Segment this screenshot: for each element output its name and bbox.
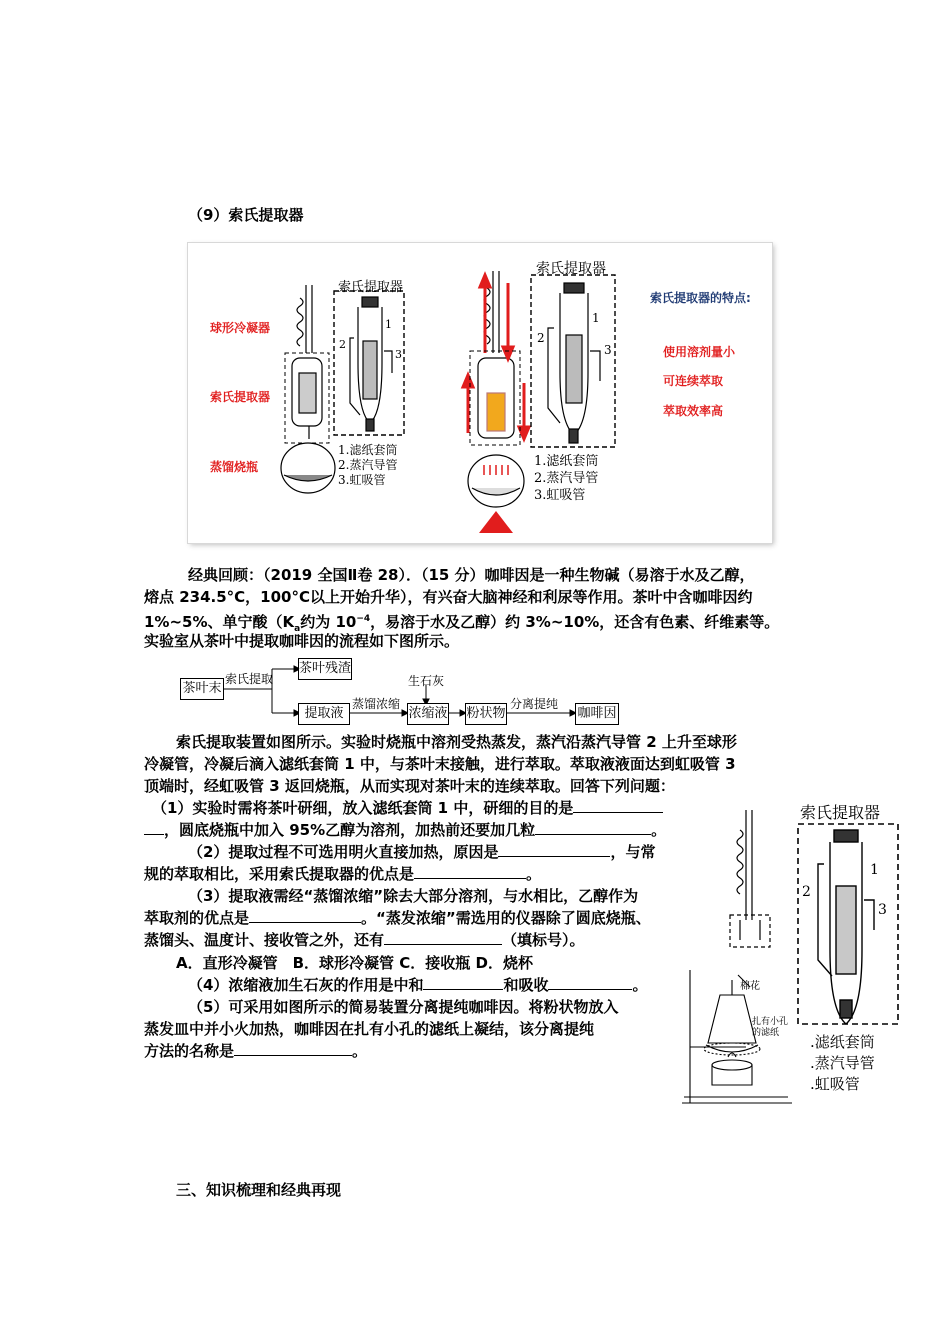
answer-blank[interactable] — [548, 975, 632, 990]
intro-line: 实验室从茶叶中提取咖啡因的流程如下图所示。 — [144, 632, 460, 650]
feature-item: 萃取效率高 — [663, 404, 724, 418]
extractor-small-title: 索氏提取器 — [800, 803, 881, 822]
answer-blank[interactable] — [498, 842, 610, 857]
section-3-heading: 三、知识梳理和经典再现 — [176, 1181, 342, 1199]
extractor-small-parts: .滤纸套筒 .蒸汽导管 .虹吸管 — [810, 1033, 875, 1093]
feature-item: 使用溶剂量小 — [663, 345, 736, 359]
question-3-options: A．直形冷凝管 B．球形冷凝管 C．接收瓶 D．烧杯 — [176, 954, 533, 972]
extractor-small-num-2: 2 — [802, 884, 811, 900]
question-3c: 蒸馏头、温度计、接收管之外，还有 （填标号）。 — [144, 931, 585, 949]
answer-blank[interactable] — [535, 820, 651, 835]
right-num-1: 1 — [592, 311, 600, 325]
section-heading: （9）索氏提取器 — [188, 206, 304, 224]
question-1b: ，圆底烧瓶中加入 95%乙醇为溶剂，加热前还要加几粒 。 — [144, 820, 666, 841]
flow-label-step3: 分离提纯 — [510, 697, 559, 711]
answer-blank[interactable] — [144, 820, 164, 835]
answer-blank[interactable] — [384, 930, 502, 945]
right-num-3: 3 — [604, 343, 612, 357]
flow-box-concentrate: 浓缩液 — [407, 703, 449, 725]
intro-line: 1%~5%、单宁酸（$K_a$约为 $10^{-4}$，易溶于水及乙醇）约 3%~10%，还含有色素、纤维素等。 — [144, 613, 780, 634]
flow-label-step1: 索氏提取 — [225, 672, 274, 686]
body-line: 索氏提取装置如图所示。实验时烧瓶中溶剂受热蒸发，蒸汽沿蒸汽导管 2 上升至球形 — [176, 733, 737, 751]
flow-label-step2: 蒸馏浓缩 — [352, 697, 401, 711]
intro-line: 熔点 234.5°C，100°C以上开始升华），有兴奋大脑神经和利尿等作用。茶叶中含咖啡因约 — [144, 588, 753, 606]
right-num-2: 2 — [537, 331, 545, 345]
flow-chart — [180, 655, 640, 730]
flow-label-reagent: 生石灰 — [408, 674, 445, 688]
soxhlet-diagram — [188, 243, 772, 543]
flow-box-product: 咖啡因 — [575, 703, 619, 725]
label-filter: 扎有小孔的滤纸 — [752, 1017, 789, 1038]
label-condenser: 球形冷凝器 — [210, 321, 271, 335]
question-5c: 方法的名称是 。 — [144, 1042, 368, 1060]
feature-item: 可连续萃取 — [663, 374, 724, 388]
left-num-1: 1 — [385, 318, 392, 331]
body-line: 顶端时，经虹吸管 3 返回烧瓶，从而实现对茶叶末的连续萃取。回答下列问题： — [144, 777, 675, 795]
extractor-small-num-3: 3 — [878, 902, 887, 918]
question-4: （4）浓缩液加生石灰的作用是中和 和吸收 。 — [188, 976, 648, 994]
flow-box-extract: 提取液 — [298, 703, 350, 725]
answer-blank[interactable] — [414, 864, 526, 879]
heat-triangle-icon — [479, 511, 513, 533]
left-apparatus — [281, 285, 335, 493]
intro-line: 经典回顾：（2019 全国Ⅱ卷 28）．（15 分）咖啡因是一种生物碱（易溶于水及乙醇， — [188, 566, 755, 584]
label-flask: 蒸馏烧瓶 — [210, 460, 259, 474]
answer-blank[interactable] — [573, 798, 663, 813]
question-5b: 蒸发皿中并小火加热，咖啡因在扎有小孔的滤纸上凝结，该分离提纯 — [144, 1020, 595, 1038]
label-extractor: 索氏提取器 — [210, 390, 271, 404]
sublimation-figure — [680, 965, 798, 1110]
features-title: 索氏提取器的特点: — [650, 291, 751, 305]
answer-blank[interactable] — [423, 975, 503, 990]
left-box-title: 索氏提取器 — [338, 280, 404, 295]
question-3b: 萃取剂的优点是 。“蒸发浓缩”需选用的仪器除了圆底烧瓶、 — [144, 909, 651, 927]
left-parts-list: 1.滤纸套筒 2.蒸汽导管 3.虹吸管 — [338, 443, 398, 487]
question-2b: 规的萃取相比，采用索氏提取器的优点是 。 — [144, 865, 542, 883]
question-2a: （2）提取过程不可选用明火直接加热，原因是 ，与常 — [188, 843, 656, 861]
left-num-3: 3 — [395, 348, 402, 361]
soxhlet-figure — [188, 243, 772, 543]
body-line: 冷凝管，冷凝后滴入滤纸套筒 1 中，与茶叶末接触，进行萃取。萃取液液面达到虹吸管 3 — [144, 755, 736, 773]
answer-blank[interactable] — [249, 908, 361, 923]
answer-blank[interactable] — [234, 1041, 352, 1056]
flow-box-start: 茶叶末 — [180, 678, 224, 700]
left-num-2: 2 — [339, 338, 346, 351]
question-1a: （1）实验时需将茶叶研细，放入滤纸套筒 1 中，研细的目的是 — [152, 798, 663, 819]
question-5a: （5）可采用如图所示的简易装置分离提纯咖啡因。将粉状物放入 — [188, 998, 619, 1016]
label-cotton: 棉花 — [740, 981, 760, 992]
right-parts-list: 1.滤纸套筒 2.蒸汽导管 3.虹吸管 — [534, 454, 599, 503]
question-3a: （3）提取液需经“蒸馏浓缩”除去大部分溶剂，与水相比，乙醇作为 — [188, 887, 639, 905]
right-box-title: 索氏提取器 — [536, 261, 606, 277]
extractor-small-num-1: 1 — [870, 862, 879, 878]
flow-box-powder: 粉状物 — [465, 703, 507, 725]
flow-box-residue: 茶叶残渣 — [298, 658, 352, 680]
